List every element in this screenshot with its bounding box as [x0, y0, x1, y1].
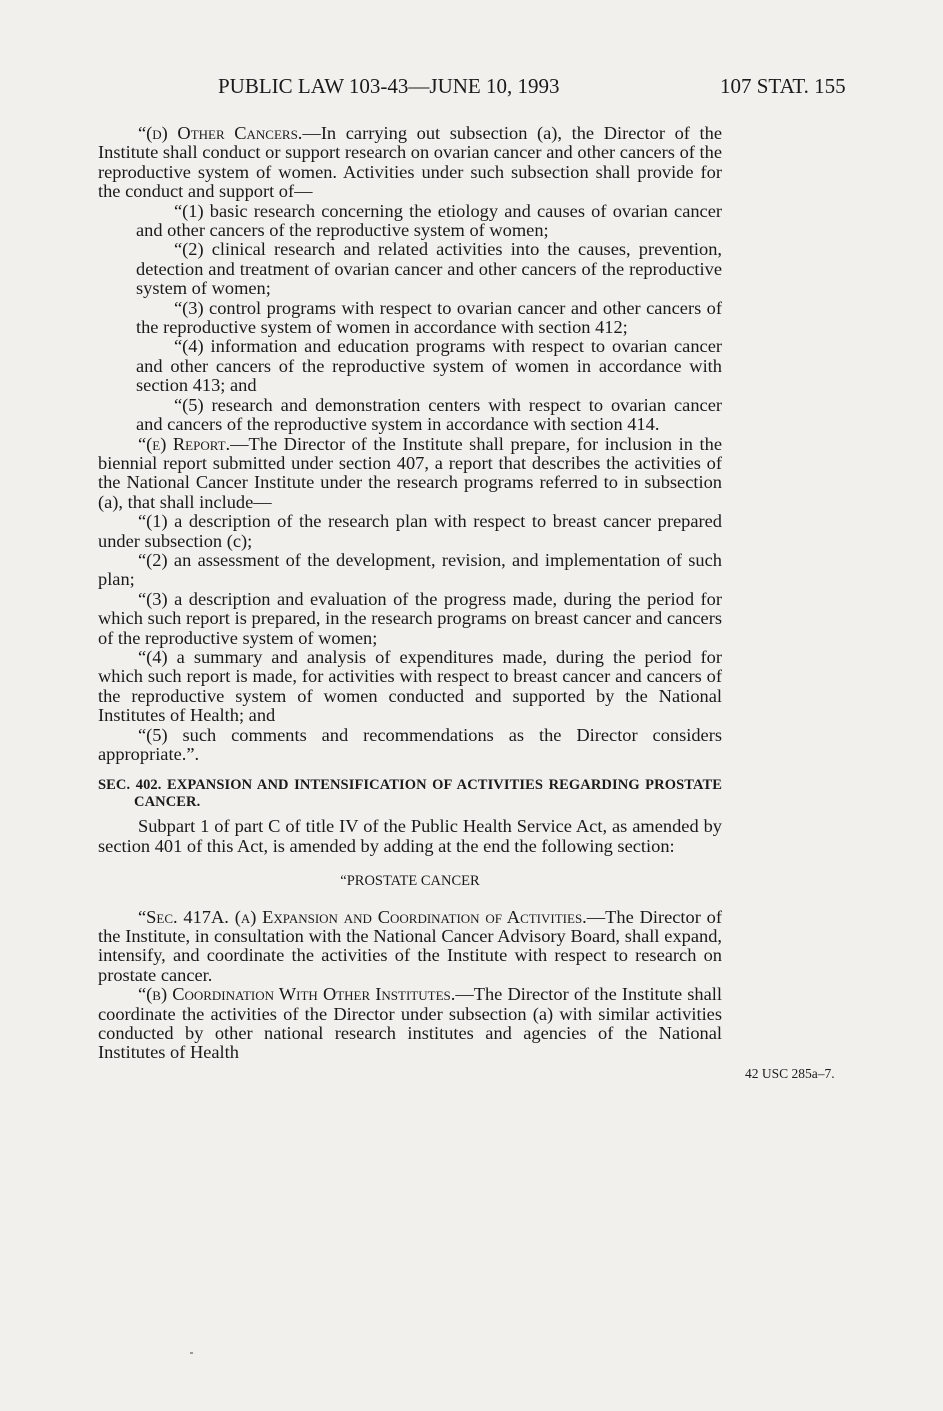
- list-item: “(2) an assessment of the development, revision, and implementation of such plan;: [98, 549, 722, 590]
- subsection-e: [98, 435, 722, 513]
- header-title: PUBLIC LAW 103-43—JUNE 10, 1993: [218, 74, 560, 98]
- list-item: “(1) basic research concerning the etiology and causes of ovarian cancer and other cancers of the reproductive system of women;: [136, 200, 722, 241]
- list-item: “(3) a description and evaluation of the progress made, during the period for which such report is prepared, in the research programs on breast cancer and cancers of the reproductive system of women;: [98, 588, 722, 648]
- list-item: “(3) control programs with respect to ovarian cancer and other cancers of the reproductive system of women in accordance with section 412;: [136, 297, 722, 338]
- subsection-d: [98, 124, 722, 202]
- scan-speck: [190, 1352, 193, 1354]
- list-item: “(2) clinical research and related activities into the causes, prevention, detection and treatment of ovarian cancer and other cancers of the reproductive system of women;: [136, 239, 722, 299]
- subsection-b: [98, 985, 722, 1063]
- section-417a: [98, 908, 722, 986]
- inserted-section-title: “PROSTATE CANCER: [340, 873, 480, 890]
- page-header: [0, 74, 943, 104]
- list-item: “(5) such comments and recommendations as the Director considers appropriate.”.: [98, 724, 722, 764]
- section-417a-label: “Sec. 417A. (a) Expansion and Coordination of Activities.: [138, 906, 587, 927]
- subsection-b-text: —The Director of the Institute shall coordinate the activities of the Director under subsection (a) with similar activities conducted by other national research institutes and agencies of the National Institutes of Health: [98, 984, 722, 1063]
- list-item: “(4) information and education programs with respect to ovarian cancer and other cancers of the reproductive system of women in accordance with section 413; and: [136, 336, 722, 396]
- list-item: “(1) a description of the research plan with respect to breast cancer prepared under subsection (c);: [98, 511, 722, 551]
- margin-citation: 42 USC 285a–7.: [745, 1066, 835, 1081]
- section-text: Subpart 1 of part C of title IV of the Public Health Service Act, as amended by section 401 of this Act, is amended by adding at the end the following section:: [98, 816, 722, 856]
- document-body: [98, 124, 722, 1063]
- section-heading: SEC. 402. EXPANSION AND INTENSIFICATION OF ACTIVITIES REGARDING PROSTATE CANCER.: [98, 777, 722, 811]
- section-417a-text: —The Director of the Institute, in consultation with the National Cancer Advisory Board, shall expand, intensify, and coordinate the activities of the Institute with respect to research on prostate cancer.: [98, 906, 722, 985]
- subsection-e-label: “(e) Report.: [138, 433, 231, 454]
- subsection-e-intro: —The Director of the Institute shall prepare, for inclusion in the biennial report submitted under section 407, a report that describes the activities of the National Cancer Institute under the research programs referred to in subsection (a), that shall include—: [98, 433, 722, 512]
- list-item: “(5) research and demonstration centers with respect to ovarian cancer and cancers of the reproductive system in accordance with section 414.: [136, 394, 722, 435]
- header-stat: 107 STAT. 155: [720, 74, 846, 98]
- subsection-b-label: “(b) Coordination With Other Institutes.: [138, 984, 456, 1005]
- subsection-d-label: “(d) Other Cancers.: [138, 123, 303, 143]
- list-item: “(4) a summary and analysis of expenditures made, during the period for which such report is made, for activities with respect to breast cancer and cancers of the reproductive system of women conducted and supported by the National Institutes of Health; and: [98, 646, 722, 726]
- subsection-d-intro: —In carrying out subsection (a), the Director of the Institute shall conduct or support research on ovarian cancer and other cancers of the reproductive system of women. Activities under such subsection shall provide for the conduct and support of—: [98, 123, 723, 202]
